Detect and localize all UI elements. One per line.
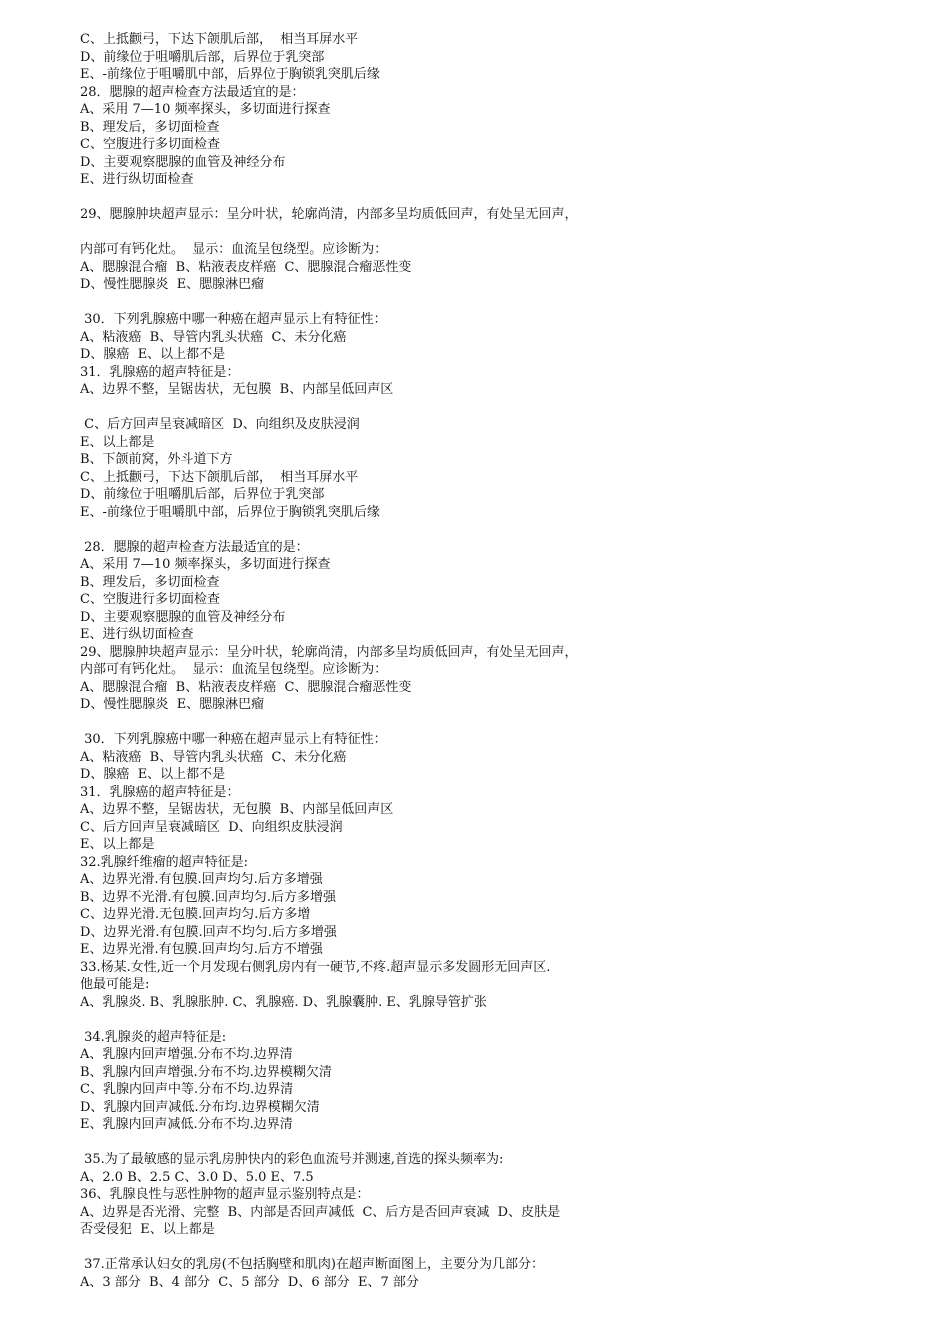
blank-line (80, 1134, 900, 1152)
text-line: E、以上都是 (80, 837, 155, 852)
text-line: 31．乳腺癌的超声特征是： (80, 364, 240, 380)
text-line: 31．乳腺癌的超声特征是： (80, 784, 240, 800)
text-line: E、进行纵切面检查 (80, 627, 194, 642)
text-line: C、边界光滑.无包膜.回声均匀.后方多增 (80, 907, 311, 922)
text-line: D、慢性腮腺炎 E、腮腺淋巴瘤 (80, 277, 265, 292)
blank-line (80, 399, 900, 417)
text-line: A、腮腺混合瘤 B、粘液表皮样癌 C、腮腺混合瘤恶性变 (80, 679, 412, 695)
blank-line (80, 189, 900, 207)
text-line: A、粘液癌 B、导管内乳头状癌 C、未分化癌 (80, 749, 347, 765)
text-line: D、前缘位于咀嚼肌后部，后界位于乳突部 (80, 49, 325, 65)
text-line: B、边界不光滑.有包膜.回声均匀.后方多增强 (80, 889, 336, 905)
text-line: D、主要观察腮腺的血管及神经分布 (80, 609, 286, 625)
text-line: E、边界光滑.有包膜.回声均匀.后方不增强 (80, 942, 323, 957)
text-line: 33.杨某.女性,近一个月发现右侧乳房内有一硬节,不疼.超声显示多发圆形无回声区. (80, 959, 551, 975)
text-line: E、进行纵切面检查 (80, 172, 194, 187)
blank-line (80, 1011, 900, 1029)
text-line: D、腺癌 E、以上都不是 (80, 347, 226, 362)
text-line: B、下颌前窝，外斗道下方 (80, 452, 233, 467)
text-line: A、2.0 B、2.5 C、3.0 D、5.0 E、7.5 (80, 1169, 314, 1185)
text-line: C、乳腺内回声中等.分布不均.边界清 (80, 1082, 294, 1097)
text-line: A、边界光滑.有包膜.回声均匀.后方多增强 (80, 872, 323, 887)
text-line: E、-前缘位于咀嚼肌中部，后界位于胸锁乳突肌后缘 (80, 504, 380, 520)
text-line: E、乳腺内回声减低.分布不均.边界清 (80, 1117, 293, 1132)
text-line: 他最可能是: (80, 977, 150, 992)
text-line: C、空腹进行多切面检查 (80, 137, 220, 152)
text-line: 36、乳腺良性与恶性肿物的超声显示鉴别特点是： (80, 1187, 370, 1202)
text-line: 内部可有钙化灶。 显示：血流呈包绕型。应诊断为： (80, 662, 388, 677)
text-line: A、采用 7—10 频率探头，多切面进行探查 (80, 557, 331, 572)
blank-line (80, 521, 900, 539)
text-line: 内部可有钙化灶。 显示：血流呈包绕型。应诊断为： (80, 242, 388, 257)
blank-line (80, 224, 900, 242)
text-line: D、慢性腮腺炎 E、腮腺淋巴瘤 (80, 697, 265, 712)
text-line: C、上抵颧弓，下达下颌肌后部， 相当耳屏水平 (80, 469, 359, 485)
text-line: 30．下列乳腺癌中哪一种癌在超声显示上有特征性： (80, 732, 387, 747)
document-body (80, 31, 900, 1291)
text-line: A、边界不整，呈锯齿状，无包膜 B、内部呈低回声区 (80, 382, 394, 397)
text-line: D、前缘位于咀嚼肌后部，后界位于乳突部 (80, 487, 325, 502)
text-line: 37.正常承认妇女的乳房(不包括胸壁和肌肉)在超声断面图上，主要分为几部分： (80, 1257, 544, 1272)
text-line: 30．下列乳腺癌中哪一种癌在超声显示上有特征性： (80, 312, 387, 327)
text-line: 28．腮腺的超声检查方法最适宜的是： (80, 539, 309, 555)
text-line: 否受侵犯 E、以上都是 (80, 1222, 215, 1237)
text-line: 29、腮腺肿块超声显示：呈分叶状，轮廓尚清，内部多呈均质低回声，有处呈无回声， (80, 207, 578, 222)
text-line: B、理发后，多切面检查 (80, 119, 220, 135)
text-line: D、腺癌 E、以上都不是 (80, 767, 226, 782)
text-line: B、理发后，多切面检查 (80, 574, 220, 590)
text-line: C、空腹进行多切面检查 (80, 592, 220, 607)
text-line: C、后方回声呈衰减暗区 D、向组织及皮肤浸润 (80, 417, 360, 432)
text-line: A、边界不整，呈锯齿状，无包膜 B、内部呈低回声区 (80, 802, 394, 817)
text-line: E、以上都是 (80, 434, 155, 450)
text-line: D、主要观察腮腺的血管及神经分布 (80, 154, 286, 170)
text-line: A、3 部分 B、4 部分 C、5 部分 D、6 部分 E、7 部分 (80, 1274, 419, 1290)
text-line: 29、腮腺肿块超声显示：呈分叶状，轮廓尚清，内部多呈均质低回声，有处呈无回声， (80, 644, 578, 660)
text-line: A、粘液癌 B、导管内乳头状癌 C、未分化癌 (80, 329, 347, 345)
text-line: A、边界是否光滑、完整 B、内部是否回声减低 C、后方是否回声衰减 D、皮肤是 (80, 1204, 561, 1220)
text-line: C、后方回声呈衰减暗区 D、向组织皮肤浸润 (80, 819, 343, 835)
text-line: C、上抵颧弓，下达下颌肌后部， 相当耳屏水平 (80, 32, 359, 47)
text-line: 34.乳腺炎的超声特征是: (80, 1029, 227, 1045)
text-line: E、-前缘位于咀嚼肌中部，后界位于胸锁乳突肌后缘 (80, 67, 380, 82)
text-line: D、乳腺内回声减低.分布均.边界模糊欠清 (80, 1099, 320, 1115)
blank-line (80, 294, 900, 312)
text-line: 35.为了最敏感的显示乳房肿快内的彩色血流号并测速,首选的探头频率为: (80, 1152, 504, 1167)
text-line: A、乳腺内回声增强.分布不均.边界清 (80, 1047, 293, 1062)
text-line: A、乳腺炎. B、乳腺胀肿. C、乳腺癌. D、乳腺囊肿. E、乳腺导管扩张 (80, 994, 487, 1010)
text-line: D、边界光滑.有包膜.回声不均匀.后方多增强 (80, 924, 337, 940)
blank-line (80, 1239, 900, 1257)
text-line: A、采用 7—10 频率探头，多切面进行探查 (80, 102, 331, 117)
blank-line (80, 714, 900, 732)
text-line: 32.乳腺纤维瘤的超声特征是: (80, 854, 249, 870)
text-line: B、乳腺内回声增强.分布不均.边界模糊欠清 (80, 1064, 332, 1080)
text-line: 28．腮腺的超声检查方法最适宜的是： (80, 84, 305, 100)
text-line: A、腮腺混合瘤 B、粘液表皮样癌 C、腮腺混合瘤恶性变 (80, 259, 412, 275)
